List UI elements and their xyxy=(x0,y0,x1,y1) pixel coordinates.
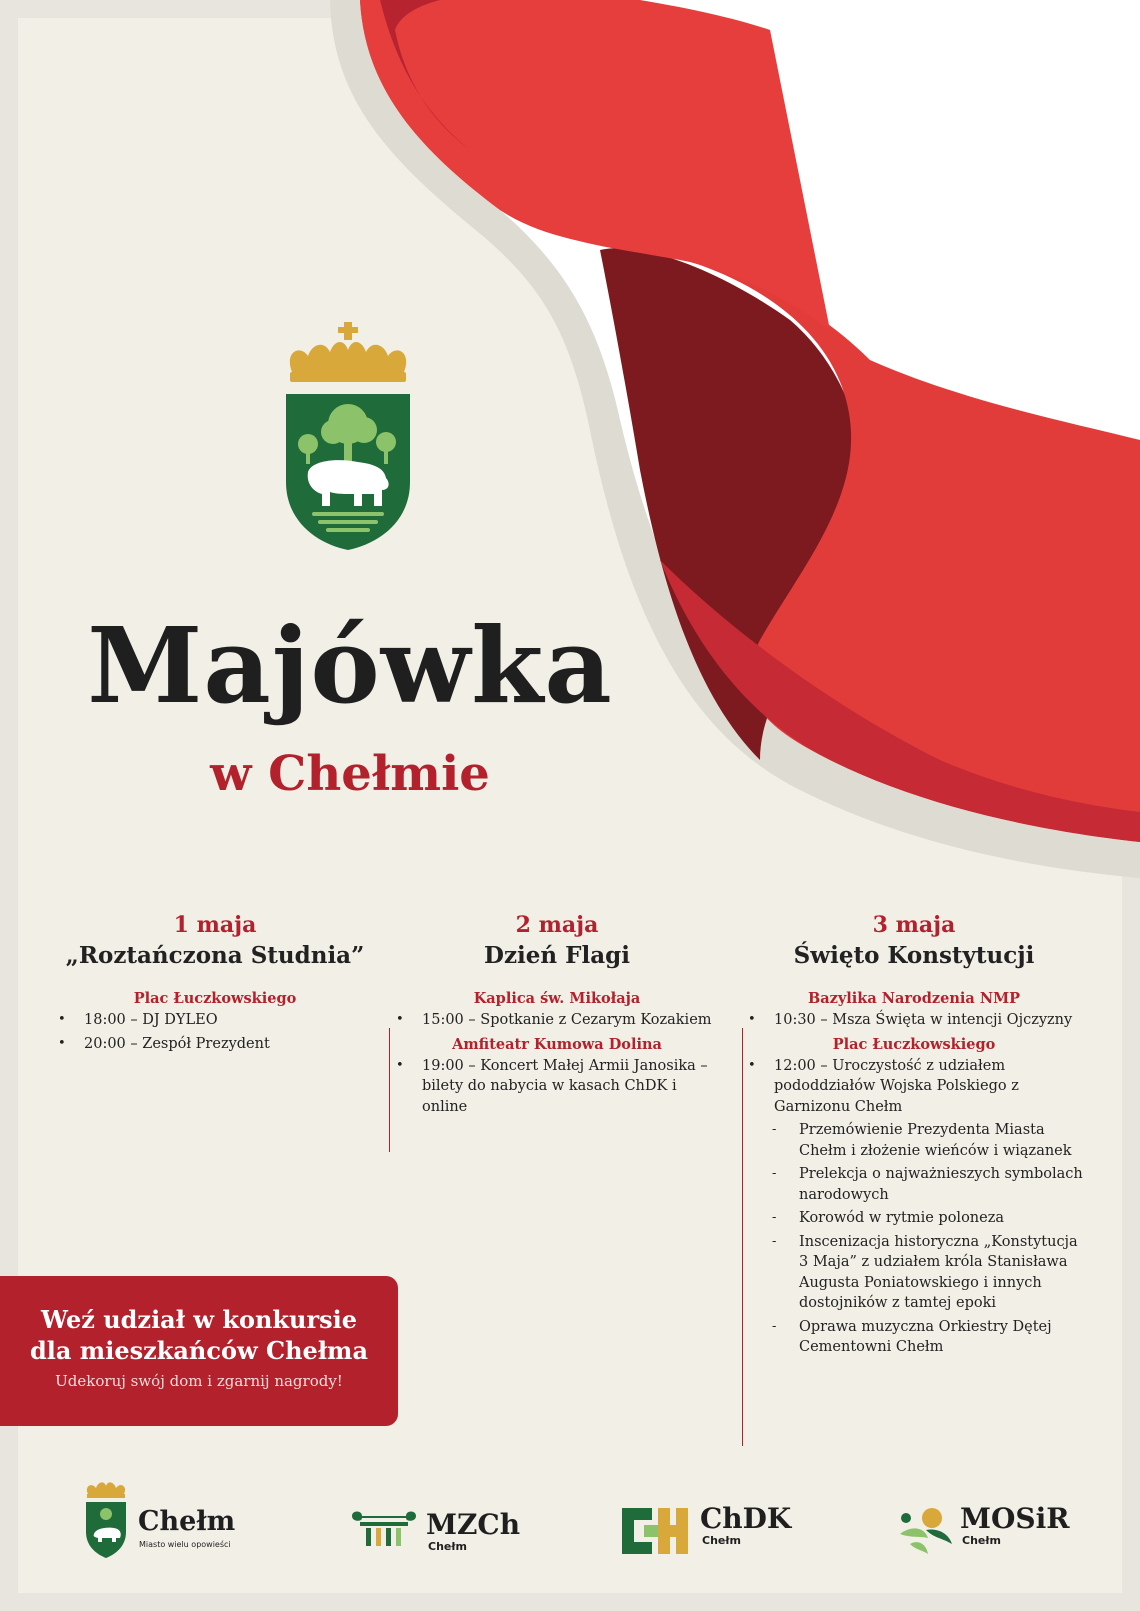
day-2-event: Dzień Flagi xyxy=(484,942,630,969)
mzch-logo-sub: Chełm xyxy=(428,1540,467,1553)
page-subtitle: w Chełmie xyxy=(210,746,490,802)
day-3-program-2 xyxy=(744,1056,1084,1118)
day-2-venue-2: Amfiteatr Kumowa Dolina xyxy=(452,1035,662,1053)
day-2-column xyxy=(392,910,722,1120)
chelm-logo-name: Chełm xyxy=(138,1506,236,1537)
mosir-logo-name: MOSiR xyxy=(960,1502,1070,1535)
list-item: • 19:00 – Koncert Małej Armii Janosika – bilety do nabycia w kasach ChDK i online xyxy=(392,1056,722,1118)
day-3-program-1 xyxy=(744,1010,1084,1031)
day-2-program-2 xyxy=(392,1056,722,1118)
mosir-logo-sub: Chełm xyxy=(962,1534,1001,1547)
logo-chdk xyxy=(622,1478,792,1558)
list-item: - Prelekcja o najważnieszych symbolach narodowych xyxy=(744,1164,1084,1205)
column-divider xyxy=(742,1028,743,1446)
list-item: • 18:00 – DJ DYLEO xyxy=(54,1010,376,1031)
mosir-sports-icon xyxy=(896,1504,954,1560)
contest-banner xyxy=(0,1276,398,1426)
mzch-logo-name: MZCh xyxy=(426,1508,521,1541)
day-3-subprogram xyxy=(744,1120,1084,1358)
day-1-date: 1 maja xyxy=(173,912,257,938)
chelm-crest-icon xyxy=(82,1478,130,1560)
list-item: • 12:00 – Uroczystość z udziałem pododdziałów Wojska Polskiego z Garnizonu Chełm xyxy=(744,1056,1084,1118)
list-item: - Przemówienie Prezydenta Miasta Chełm i złożenie wieńców i wiązanek xyxy=(744,1120,1084,1161)
day-1-event: „Roztańczona Studnia” xyxy=(65,942,365,969)
day-2-program-1 xyxy=(392,1010,722,1031)
coat-of-arms-icon xyxy=(278,322,418,554)
contest-heading-line-2: dla mieszkańców Chełma xyxy=(30,1336,368,1365)
logo-mzch xyxy=(350,1478,520,1558)
list-item: • 20:00 – Zespół Prezydent xyxy=(54,1034,376,1055)
day-3-venue-2: Plac Łuczkowskiego xyxy=(832,1035,996,1053)
list-item: • 10:30 – Msza Święta w intencji Ojczyzny xyxy=(744,1010,1084,1031)
day-3-event: Święto Konstytucji xyxy=(793,942,1035,969)
day-3-date: 3 maja xyxy=(872,912,956,938)
day-3-venue-1: Bazylika Narodzenia NMP xyxy=(807,990,1021,1007)
day-2-date: 2 maja xyxy=(515,912,599,938)
contest-heading-line-1: Weź udział w konkursie xyxy=(40,1305,358,1334)
column-divider xyxy=(389,1028,390,1152)
column-icon xyxy=(350,1508,418,1548)
day-1-column xyxy=(54,910,376,1057)
day-1-venue: Plac Łuczkowskiego xyxy=(133,990,297,1007)
list-item: • 15:00 – Spotkanie z Cezarym Kozakiem xyxy=(392,1010,722,1031)
day-1-program xyxy=(54,1010,376,1054)
list-item: - Inscenizacja historyczna „Konstytucja 3 Maja” z udziałem króla Stanisława Augusta Poniatowskiego i innych dostojników z tamtej epoki xyxy=(744,1232,1084,1314)
logo-chelm xyxy=(82,1478,242,1558)
chdk-logo-sub: Chełm xyxy=(702,1534,741,1547)
logo-mosir xyxy=(896,1478,1076,1558)
chdk-mark-icon xyxy=(622,1508,688,1554)
day-3-column xyxy=(744,910,1084,1361)
chdk-logo-name: ChDK xyxy=(700,1502,792,1535)
page-title: Majówka xyxy=(87,604,613,727)
list-item: - Korowód w rytmie poloneza xyxy=(744,1208,1084,1229)
list-item: - Oprawa muzyczna Orkiestry Dętej Cementowni Chełm xyxy=(744,1317,1084,1358)
day-2-venue-1: Kaplica św. Mikołaja xyxy=(473,990,641,1007)
chelm-logo-tagline: Miasto wielu opowieści xyxy=(139,1540,231,1549)
contest-subtext: Udekoruj swój dom i zgarnij nagrody! xyxy=(55,1372,343,1390)
